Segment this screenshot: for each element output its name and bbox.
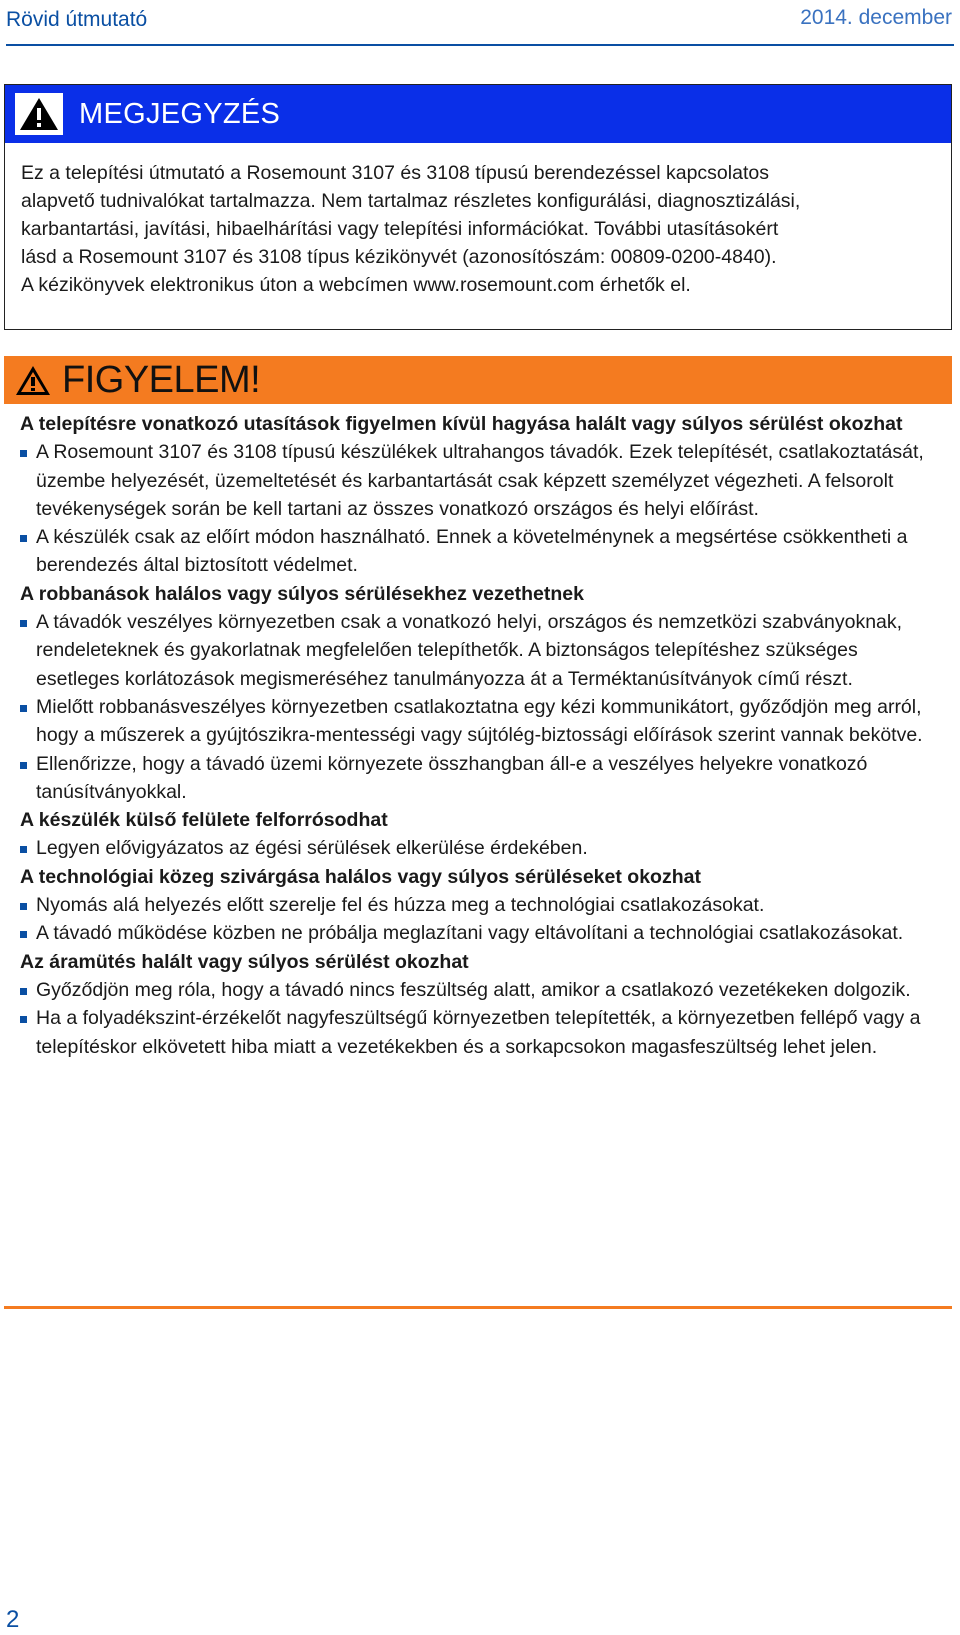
warning-triangle-icon (14, 363, 52, 397)
warning-section-heading: A készülék külső felülete felforrósodhat (20, 809, 388, 832)
warning-bullet: A távadók veszélyes környezetben csak a vonatkozó helyi, országos és nemzetközi szabványoknak, rendeleteknek és gyakorlatnak megfelelően telepíthetők. A biztonságos telepítéshez szükséges esetleges korlátozások megismeréséhez tanulmányozza át a Terméktanúsítványok című részt. (20, 608, 940, 693)
document-date: 2014. december (800, 6, 952, 29)
note-header-bar (5, 85, 951, 143)
note-line: Ez a telepítési útmutató a Rosemount 3107 és 3108 típusú berendezéssel kapcsolatos (21, 162, 769, 184)
warning-end-divider (4, 1306, 952, 1309)
note-line: alapvető tudnivalókat tartalmazza. Nem tartalmaz részletes konfigurálási, diagnosztizálási, (21, 190, 801, 212)
warning-bullet: Ellenőrizze, hogy a távadó üzemi környezete összhangban áll-e a veszélyes helyekre vonatkozó tanúsítványokkal. (20, 750, 940, 807)
warning-section-heading: Az áramütés halált vagy súlyos sérülést okozhat (20, 950, 469, 973)
warning-section-heading: A technológiai közeg szivárgása halálos vagy súlyos sérüléseket okozhat (20, 865, 701, 888)
warning-bullet: A távadó működése közben ne próbálja meglazítani vagy eltávolítani a technológiai csatlakozásokat. (20, 919, 940, 947)
note-title: MEGJEGYZÉS (79, 97, 281, 130)
header-divider (6, 44, 954, 46)
warning-section-heading: A telepítésre vonatkozó utasítások figyelmen kívül hagyása halált vagy súlyos sérülést okozhat (20, 413, 903, 435)
warning-bullet: Nyomás alá helyezés előtt szerelje fel és húzza meg a technológiai csatlakozásokat. (20, 891, 940, 919)
warning-header-bar (4, 356, 952, 404)
warning-bullet: A Rosemount 3107 és 3108 típusú készülékek ultrahangos távadók. Ezek telepítését, csatlakoztatását, üzembe helyezését, üzemeltetését és karbantartását csak képzett személyzet végezheti. A felsorolt tevékenységek során be kell tartani az összes vonatkozó országos és helyi előírást. (20, 438, 940, 523)
warning-bullet: A készülék csak az előírt módon használható. Ennek a követelménynek a megsértése csökkentheti a berendezés által biztosított védelmet. (20, 523, 940, 580)
warning-bullet: Legyen elővigyázatos az égési sérülések elkerülése érdekében. (20, 834, 940, 862)
warning-content (20, 410, 940, 1061)
warning-bullet: Ha a folyadékszint-érzékelőt nagyfeszültségű környezetben telepítették, a környezetben fellépő vagy a telepítéskor elkövetett hiba miatt a vezetékekben és a sorkapcsokon magasfeszültség lehet jelen. (20, 1004, 940, 1061)
note-body (21, 159, 941, 299)
document-type-label: Rövid útmutató (6, 8, 148, 31)
note-line: lásd a Rosemount 3107 és 3108 típus kézikönyvét (azonosítószám: 00809-0200-4840). (21, 246, 777, 268)
warning-section-heading: A robbanások halálos vagy súlyos sérülésekhez vezethetnek (20, 582, 584, 605)
warning-title: FIGYELEM! (62, 358, 261, 401)
warning-bullet: Győződjön meg róla, hogy a távadó nincs feszültség alatt, amikor a csatlakozó vezetékeken dolgozik. (20, 976, 940, 1004)
warning-triangle-icon (15, 93, 63, 135)
note-line: A kézikönyvek elektronikus úton a webcímen www.rosemount.com érhetők el. (21, 274, 691, 296)
page-number: 2 (6, 1606, 20, 1633)
note-box (4, 84, 952, 330)
warning-bullet: Mielőtt robbanásveszélyes környezetben csatlakoztatna egy kézi kommunikátort, győződjön meg arról, hogy a műszerek a gyújtószikra-mentességi vagy sújtólég-biztossági előírások szerint vannak bekötve. (20, 693, 940, 750)
note-line: karbantartási, javítási, hibaelhárítási vagy telepítési információkat. További utasításokért (21, 218, 779, 240)
